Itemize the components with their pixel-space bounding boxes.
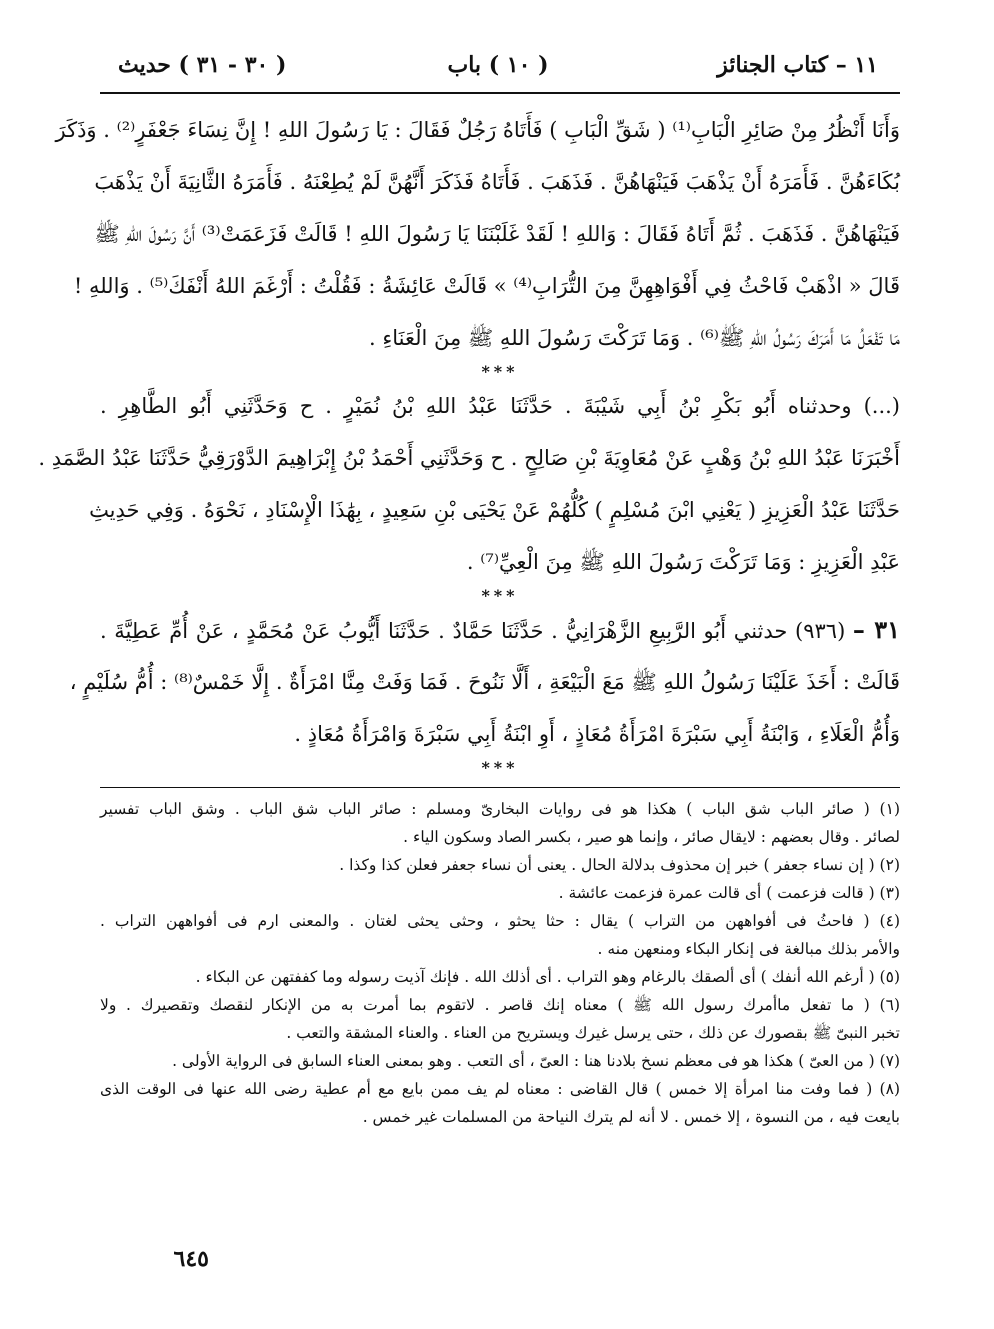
text-line: وَأُمُّ الْعَلَاءِ ، وَابْنَةُ أَبِي سَبْرَةَ امْرَأَةُ مُعَاذٍ ، أَوِ ابْنَةُ أَبِي سَبْرَةَ وَامْرَأَةُ مُعَاذٍ . <box>294 722 900 746</box>
footnote-line: بايعت فيه ، من النسوة ، إلا خمس . لا أنه لم يترك النياحة من المسلمات غير خمس . <box>362 1108 900 1126</box>
footnote-line: (٣) ( قالت فزعمت ) أى قالت عمرة فزعمت عائشة . <box>558 884 900 902</box>
footnotes <box>100 795 900 1131</box>
footnote-line: لصائر . وقال بعضهم : لايقال صائر ، وإنما هو صير ، بكسر الصاد وسكون الياء . <box>403 828 900 846</box>
hadith-range: ( ٣٠ - ٣١ ) حديث <box>118 52 287 78</box>
footnote-line: (٢) ( إن نساء جعفر ) خبر إن محذوف بدلالة الحال . يعنى أن نساء جعفر فعلن كذا وكذا . <box>339 856 900 874</box>
header-divider <box>100 92 900 94</box>
footnote-line: (٨) ( فما وفت منا امرأة إلا خمس ) قال القاضى : معناه لم يف ممن بايع مع أم عطية رضى الله عنها فى الوقت الذى <box>100 1080 900 1098</box>
text-line: (...) وحدثناه أَبُو بَكْرِ بْنُ أَبِي شَيْبَةَ . حَدَّثَنَا عَبْدُ اللهِ بْنُ نُمَيْرٍ . ح وَحَدَّثَنِي أَبُو الطَّاهِرِ . <box>100 394 900 418</box>
text-line: فَيَنْهَاهُنَّ . فَذَهَبَ . ثُمَّ أَتَاهُ فَقَالَ : وَاللهِ ! لَقَدْ غَلَبْنَنَا يَا رَسُولَ اللهِ ! قَالَتْ فَزَعَمَتْ⁽³⁾ أَنَّ رَسُولَ اللهِ ﷺ <box>94 222 900 246</box>
hadith-opening-line <box>100 604 900 656</box>
text-line: بُكَاءَهُنَّ . فَأَمَرَهُ أَنْ يَذْهَبَ فَيَنْهَاهُنَّ . فَذَهَبَ . فَأَتَاهُ فَذَكَرَ أَنَّهُنَّ لَمْ يُطِعْنَهُ . فَأَمَرَهُ الثَّانِيَةَ أَنْ يَذْهَبَ <box>94 170 900 194</box>
footnote-line: (٥) ( أرغم الله أنفك ) أى ألصقك بالرغام وهو التراب . أى أذلك الله . فإنك آذيت رسوله وما كففتهن عن البكاء . <box>195 968 900 986</box>
text-line: وَأَنَا أَنْظُرُ مِنْ صَائِرِ الْبَابِ⁽¹⁾ ( شَقِّ الْبَابِ ) فَأَتَاهُ رَجُلٌ فَقَالَ : يَا رَسُولَ اللهِ ! إِنَّ نِسَاءَ جَعْفَرٍ⁽²⁾ . وَذَكَرَ <box>55 118 900 142</box>
text-span: (٩٣٦) حدثني أَبُو الرَّبِيعِ الزَّهْرَانِيُّ . حَدَّثَنَا حَمَّادٌ . حَدَّثَنَا أَيُّوبُ عَنْ مُحَمَّدٍ ، عَنْ أُمِّ عَطِيَّةَ . <box>100 619 846 643</box>
text-line: عَبْدِ الْعَزِيزِ : وَمَا تَرَكْتَ رَسُولَ اللهِ ﷺ مِنَ الْعِيِّ⁽⁷⁾ . <box>466 550 900 574</box>
page-number: ٦٤٥ <box>173 1246 209 1272</box>
footnote-divider <box>100 787 900 788</box>
text-line: مَا تَفْعَلُ مَا أَمَرَكَ رَسُولُ اللهِ ﷺ⁽⁶⁾ . وَمَا تَرَكْتَ رَسُولَ اللهِ ﷺ مِنَ الْعَنَاءِ . <box>368 326 900 350</box>
book-title: ١١ – كتاب الجنائز <box>717 52 878 78</box>
text-line: أَخْبَرَنَا عَبْدُ اللهِ بْنُ وَهْبٍ عَنْ مُعَاوِيَةَ بْنِ صَالِحٍ . ح وَحَدَّثَنِي أَحْمَدُ بْنُ إِبْرَاهِيمَ الدَّوْرَقِيُّ حَدَّثَنَا عَبْدُ الصَّمَدِ . <box>38 446 900 470</box>
text-line: قَالَ « اذْهَبْ فَاحْثُ فِي أَفْوَاهِهِنَّ مِنَ التُّرَابِ⁽⁴⁾ » قَالَتْ عَائِشَةُ : فَقُلْتُ : أَرْغَمَ اللهُ أَنْفَكَ⁽⁵⁾ . وَاللهِ ! <box>73 274 900 298</box>
footnote-line: (٧) ( من العىّ ) هكذا هو فى معظم نسخ بلادنا هنا : العىّ ، أى التعب . وهو بمعنى العناء السابق فى الرواية الأولى . <box>172 1052 900 1070</box>
section-separator: *** <box>481 586 519 605</box>
footnote-line: والأمر بذلك مبالغة فى إنكار البكاء ومنعهن منه . <box>597 940 900 958</box>
main-text <box>38 104 900 777</box>
text-line: قَالَتْ : أَخَذَ عَلَيْنَا رَسُولُ اللهِ ﷺ مَعَ الْبَيْعَةِ ، أَلَّا نَنُوحَ . فَمَا وَفَتْ مِنَّا امْرَأَةٌ . إِلَّا خَمْسٌ⁽⁸⁾ : أُمُّ سُلَيْمٍ ، <box>69 670 900 694</box>
footnote-line: (١) ( صائر الباب شق الباب ) هكذا هو فى روايات البخارىّ ومسلم : صائر الباب شق الباب . وشق الباب تفسير <box>100 800 900 818</box>
footnote-line: تخبر النبىّ ﷺ بقصورك عن ذلك ، حتى يرسل غيرك ويستريح من العناء . والعناء المشقة والتعب . <box>286 1024 900 1042</box>
hadith-number: ٣١ – <box>852 615 900 644</box>
footnote-line: (٤) ( فاحثُ فى أفواههن من التراب ) يقال : حثا يحثو ، وحثى يحثى لغتان . والمعنى ارم فى أفواههن التراب . <box>100 912 900 930</box>
chapter-title: ( ١٠ ) باب <box>447 52 549 78</box>
footnote-line: (٦) ( ما تفعل ماأمرك رسول الله ﷺ ) معناه إنك قاصر . لاتقوم بما أمرت به من الإنكار لنقصك وتقصيرك . ولا <box>100 996 900 1014</box>
text-line: حَدَّثَنَا عَبْدُ الْعَزِيزِ ( يَعْنِي ابْنَ مُسْلِمٍ ) كُلُّهُمْ عَنْ يَحْيَى بْنِ سَعِيدٍ ، بِهَٰذَا الْإِسْنَادِ ، نَحْوَهُ . وَفِي حَدِيثِ <box>89 498 900 522</box>
section-separator: *** <box>481 758 519 777</box>
running-header <box>118 52 878 86</box>
section-separator: *** <box>481 362 519 381</box>
